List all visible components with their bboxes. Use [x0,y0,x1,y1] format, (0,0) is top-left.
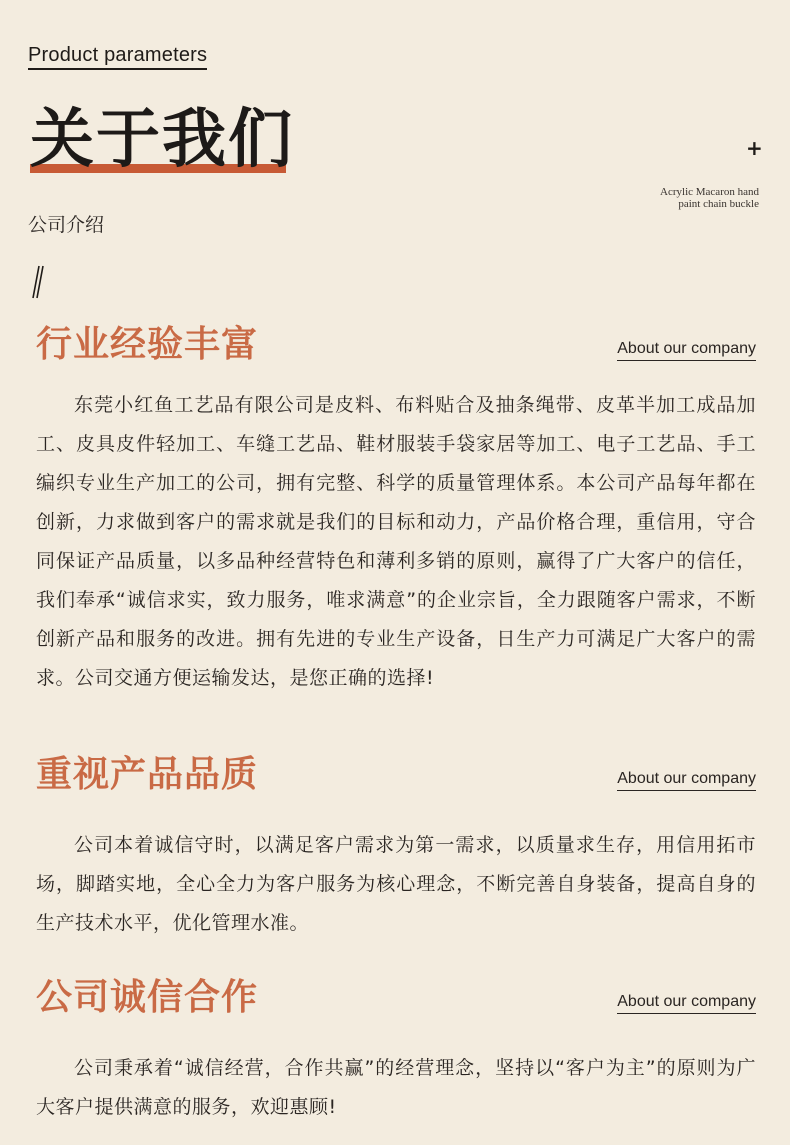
about-company-label: About our company [617,770,756,791]
section-body: 公司本着诚信守时，以满足客户需求为第一需求，以质量求生存，用信用拓市场，脚踏实地，全心全力为客户服务为核心理念，不断完善自身装备，提高自身的生产技术水平，优化管理水准。 [36,834,756,934]
section-body: 公司秉承着“诚信经营，合作共赢”的经营理念，坚持以“客户为主”的原则为广大客户提供满意的服务，欢迎惠顾! [36,1057,756,1118]
page-subtitle: 公司介绍 [28,214,105,236]
about-company-label: About our company [617,993,756,1014]
section-title: 公司诚信合作 [36,977,259,1018]
page-title: 关于我们 [30,102,294,177]
section-header [36,752,756,804]
about-company-label: About our company [617,340,756,361]
section-title: 重视产品品质 [36,754,259,795]
section-body: 东莞小红鱼工艺品有限公司是皮料、布料贴合及抽条绳带、皮革半加工成品加工、皮具皮件轻加工、车缝工艺品、鞋材服装手袋家居等加工、电子工艺品、手工编织专业生产加工的公司，拥有完整、科学的质量管理体系。本公司产品每年都在创新，力求做到客户的需求就是我们的目标和动力，产品价格合理，重信用，守合同保证产品质量，以多品种经营特色和薄利多销的原则，赢得了广大客户的信任，我们奉承“诚信求实，致力服务，唯求满意”的企业宗旨，全力跟随客户需求，不断创新产品和服务的改进。拥有先进的专业生产设备，日生产力可满足广大客户的需求。公司交通方便运输发达，是您正确的选择! [36,394,756,689]
tagline-line-2: paint chain buckle [678,198,759,210]
product-parameters-label: Product parameters [28,44,207,70]
plus-icon: + [746,136,763,160]
section-header [36,322,756,374]
section-integrity [36,975,756,1127]
page-title-block [30,102,294,178]
section-experience [36,322,756,698]
section-quality [36,752,756,943]
tagline-line-1: Acrylic Macaron hand [660,186,759,198]
section-header [36,975,756,1027]
double-slash-icon [30,264,46,300]
section-title: 行业经验丰富 [36,324,259,365]
product-tagline [660,186,759,210]
